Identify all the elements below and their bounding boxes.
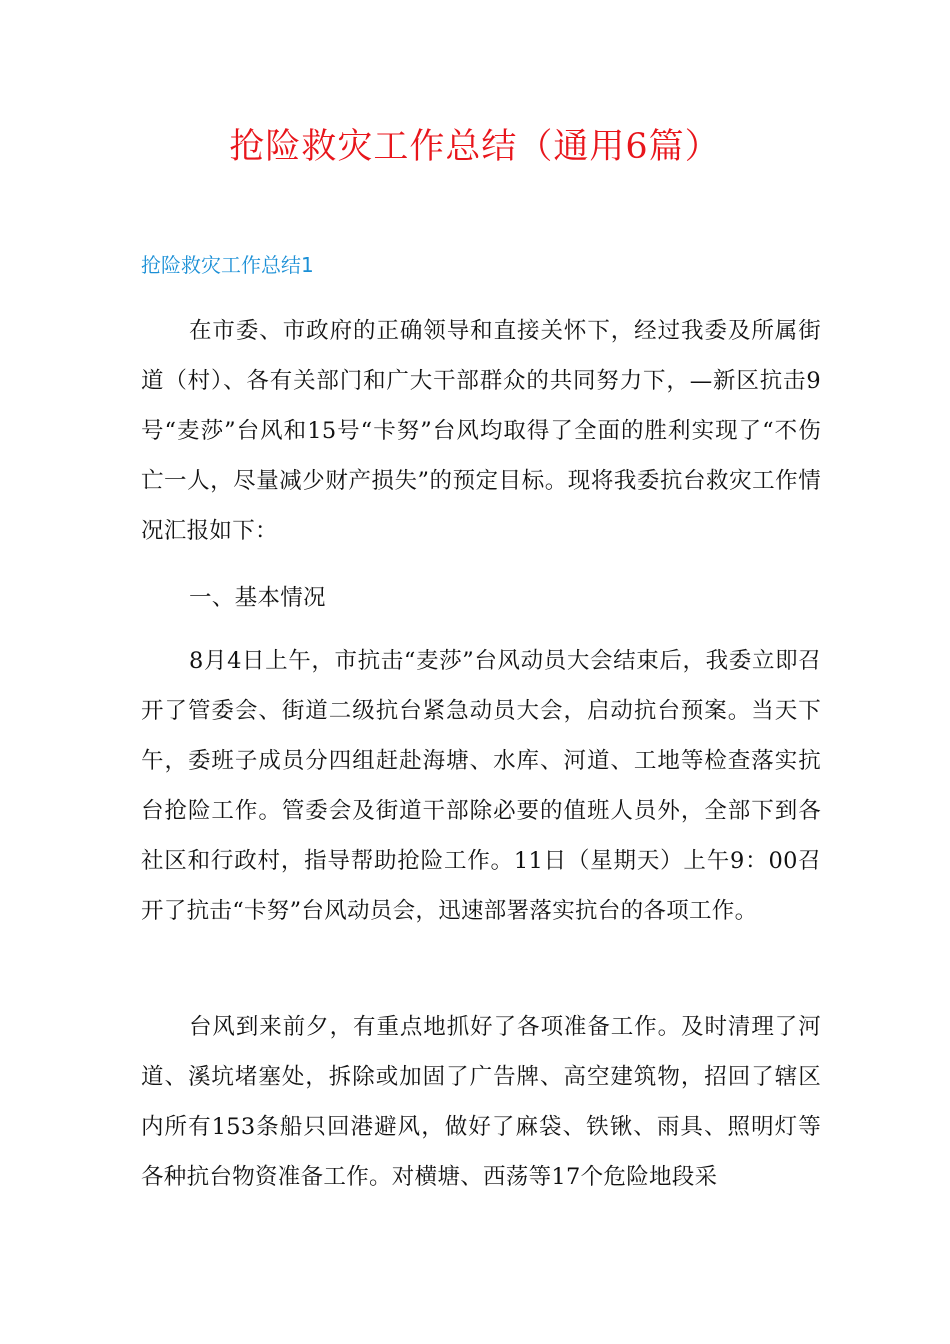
paragraph-basic-situation: 8月4日上午，市抗击“麦莎”台风动员大会结束后，我委立即召开了管委会、街道二级抗台紧急动员大会，启动抗台预案。当天下午，委班子成员分四组赶赴海塘、水库、河道、工地等检查落实抗台抢险工作。管委会及街道干部除必要的值班人员外，全部下到各社区和行政村，指导帮助抢险工作。11日（星期天）上午9：00召开了抗击“卡努”台风动员会，迅速部署落实抗台的各项工作。 [141, 648, 821, 924]
paragraph-intro: 在市委、市政府的正确领导和直接关怀下，经过我委及所属街道（村）、各有关部门和广大干部群众的共同努力下，—新区抗击9号“麦莎”台风和15号“卡努”台风均取得了全面的胜利实现了“不伤亡一人，尽量减少财产损失”的预定目标。现将我委抗台救灾工作情况汇报如下： [141, 318, 821, 544]
paragraph-subheading-basic: 一、基本情况 [189, 585, 326, 611]
paragraph-preparation: 台风到来前夕，有重点地抓好了各项准备工作。及时清理了河道、溪坑堵塞处，拆除或加固了广告牌、高空建筑物，招回了辖区内所有153条船只回港避风，做好了麻袋、铁锹、雨具、照明灯等各种抗台物资准备工作。对横塘、西荡等17个危险地段采 [141, 1014, 821, 1190]
document-title: 抢险救灾工作总结（通用6篇） [229, 127, 721, 167]
section-heading: 抢险救灾工作总结1 [141, 253, 314, 277]
